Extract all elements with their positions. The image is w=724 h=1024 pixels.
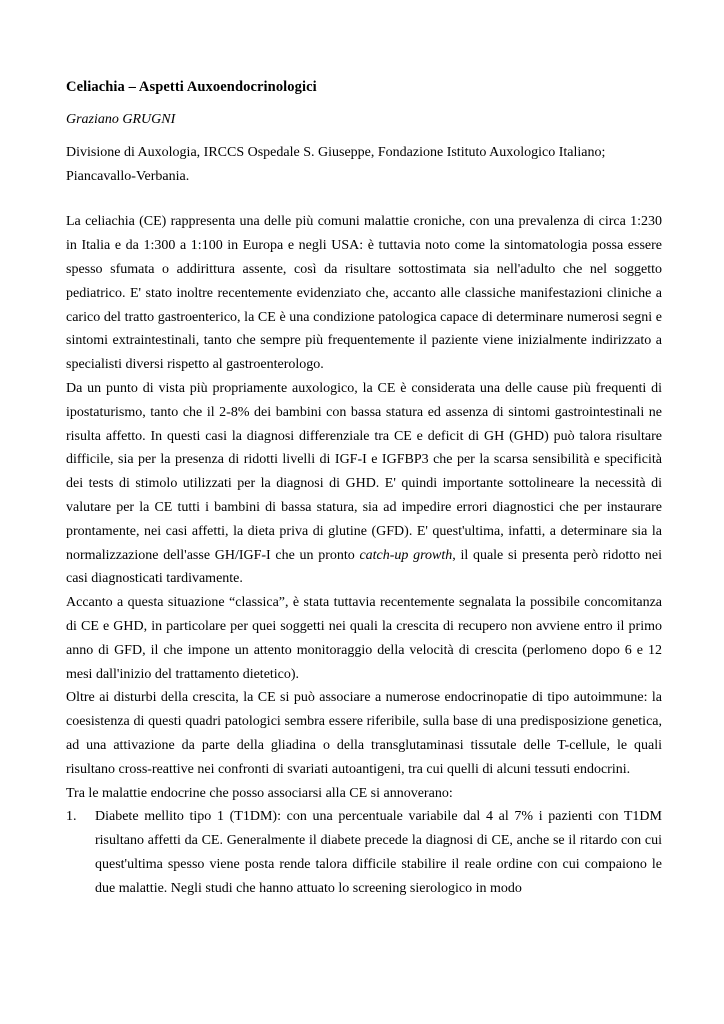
list-item [66, 805, 662, 900]
numbered-list [66, 805, 662, 900]
paragraph-auxological-part1: Da un punto di vista più propriamente auxologico, la CE è considerata una delle cause più frequenti di ipostaturismo, tanto che il 2-8% dei bambini con bassa statura ed assenza di sintomi gastrointestinali ne risulta affetto. In questi casi la diagnosi differenziale tra CE e deficit di GH (GHD) può talora risultare difficile, sia per la presenza di ridotti livelli di IGF-I e IGFBP3 che per la scarsa sensibilità e specificità dei tests di stimolo utilizzati per la diagnosi di GHD. E' quindi importante sottolineare la necessità di valutare per la CE tutti i bambini di bassa statura, sia ad impedire errori diagnostici che per instaurare prontamente, nei casi affetti, la dieta priva di glutine (GFD). E' quest'ultima, infatti, a determinare sia la normalizzazione dell'asse GH/IGF-I che un pronto [66, 381, 662, 563]
paragraph-classica: Accanto a questa situazione “classica”, è stata tuttavia recentemente segnalata la possibile concomitanza di CE e GHD, in particolare per quei soggetti nei quali la crescita di recupero non avviene entro il primo anno di GFD, il che impone un attento monitoraggio della velocità di crescita (perlomeno dopo 6 e 12 mesi dall'inizio del trattamento dietetico). [66, 595, 662, 682]
paragraph-auxological [66, 377, 662, 591]
paragraph-auxological-italic: catch-up growth [359, 547, 453, 563]
list-item-marker: 1. [66, 809, 77, 825]
affiliation-line-2: Piancavallo-Verbania. [66, 168, 190, 184]
list-item-text: Diabete mellito tipo 1 (T1DM): con una percentuale variabile dal 4 al 7% i pazienti con T1DM risultano affetti da CE. Generalmente il diabete precede la diagnosi di CE, anche se il ritardo con cui quest'ultima spesso viene posta rende talora difficile stabilire il reale ordine con cui compaiono le due malattie. Negli studi che hanno attuato lo screening sierologico in modo [95, 809, 662, 896]
section-spacer [66, 188, 662, 210]
author-name: Graziano GRUGNI [66, 111, 176, 127]
paragraph-endocrinopatie: Oltre ai disturbi della crescita, la CE si può associare a numerose endocrinopatie di tipo autoimmune: la coesistenza di questi quadri patologici sembra essere riferibile, sulla base di una predisposizione genetica, ad una attivazione da parte della gliadina o della transglutaminasi tissutale delle T-cellule, le quali risultano cross-reattive nei confronti di svariati autoantigeni, tra cui quelli di alcuni tessuti endocrini. [66, 690, 662, 777]
paragraph-auxological-part2: , il quale si presenta però ridotto nei casi diagnosticati tardivamente. [66, 547, 662, 587]
page-title: Celiachia – Aspetti Auxoendocrinologici [66, 79, 317, 95]
affiliation [66, 141, 662, 188]
paragraph-list-intro: Tra le malattie endocrine che posso associarsi alla CE si annoverano: [66, 785, 453, 801]
affiliation-line-1: Divisione di Auxologia, IRCCS Ospedale S. Giuseppe, Fondazione Istituto Auxologico Italiano; [66, 145, 606, 161]
paragraph-intro: La celiachia (CE) rappresenta una delle più comuni malattie croniche, con una prevalenza di circa 1:230 in Italia e da 1:300 a 1:100 in Europa e negli USA: è tuttavia noto come la sintomatologia possa essere spesso sfumata o addirittura assente, così da risultare sottostimata sia nell'adulto che nel soggetto pediatrico. E' stato inoltre recentemente evidenziato che, accanto alle classiche manifestazioni cliniche a carico del tratto gastroenterico, la CE è una condizione patologica capace di determinare numerosi segni e sintomi extraintestinali, tanto che sempre più frequentemente il paziente viene inizialmente indirizzato a specialisti diversi rispetto al gastroenterologo. [66, 214, 662, 373]
